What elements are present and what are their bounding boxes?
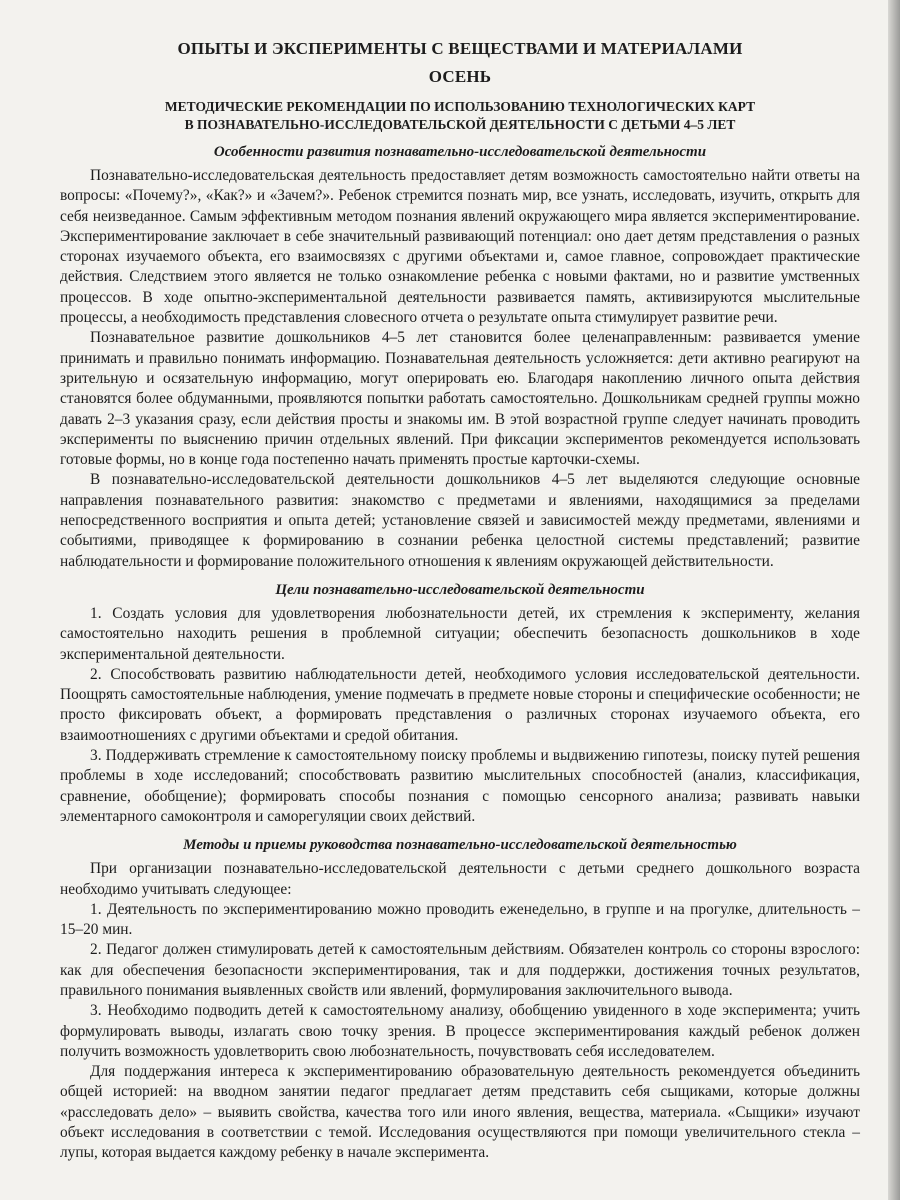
list-item: 3. Поддерживать стремление к самостоятельному поиску проблемы и выдвижению гипотезы, поиску путей решения проблемы в ходе исследований; способствовать развитию мыслительных способностей (анализ, классификация, сравнение, обобщение); формировать способы познания с помощью сенсорного анализа; развивать навыки элементарного самоконтроля и саморегуляции своих действий. (60, 747, 860, 825)
list-item: 3. Необходимо подводить детей к самостоятельному анализу, обобщению увиденного в ходе эксперимента; учить формулировать выводы, излагать свою точку зрения. В процессе экспериментирования каждый ребенок должен получить возможность удовлетворить свою любознательность, почувствовать себя исследователем. (60, 1002, 860, 1060)
paragraph: Для поддержания интереса к экспериментированию образовательную деятельность рекомендуется объединить общей историей: на вводном занятии педагог предлагает детям представить себя сыщиками, которые должны «расследовать дело» – выявить свойства, качества того или иного явления, вещества, материала. «Сыщики» изучают объект исследования в соответствии с темой. Исследования осуществляются при помощи увеличительного стекла – лупы, которая выдается каждому ребенку в начале эксперимента. (60, 1063, 860, 1162)
list-item: 1. Деятельность по экспериментированию можно проводить еженедельно, в группе и на прогулке, длительность – 15–20 мин. (60, 900, 860, 939)
list-item: 2. Способствовать развитию наблюдательности детей, необходимого условия исследовательской деятельности. Поощрять самостоятельные наблюдения, умение подмечать в предмете новые стороны и специфические особенности; не просто фиксировать объект, а формировать представления о различных сторонах изучаемого объекта, его взаимоотношениях с другими объектами и средой обитания. (60, 665, 860, 744)
section-heading-methods: Методы и приемы руководства познавательно-исследовательской деятельностью (183, 837, 737, 854)
subtitle-line-2: В ПОЗНАВАТЕЛЬНО-ИССЛЕДОВАТЕЛЬСКОЙ ДЕЯТЕЛЬНОСТИ С ДЕТЬМИ 4–5 ЛЕТ (184, 117, 736, 132)
paragraph: Познавательное развитие дошкольников 4–5 лет становится более целенаправленным: развивается умение принимать и правильно понимать информацию. Познавательная деятельность усложняется: дети активно реагируют на зрительную и осязательную информацию, могут оперировать ею. Благодаря накоплению личного опыта действия становятся более обдуманными, проявляются попытки работать самостоятельно. Дошкольникам средней группы можно давать 2–3 указания сразу, если действия просты и знакомы им. В этой возрастной группе следует начинать проводить эксперименты по выяснению причин отдельных явлений. При фиксации экспериментов рекомендуется использовать готовые формы, но в конце года постепенно начать применять простые карточки-схемы. (60, 329, 860, 469)
paragraph: Познавательно-исследовательская деятельность предоставляет детям возможность самостоятельно найти ответы на вопросы: «Почему?», «Как?» и «Зачем?». Ребенок стремится познать мир, все узнать, исследовать, изучить, открыть для себя неизведанное. Самым эффективным методом познания явлений окружающего мира является экспериментирование. Экспериментирование заключает в себе значительный развивающий потенциал: оно дает детям представления о разных сторонах изучаемого объекта, его взаимосвязях с другими объектами и, самое главное, сопровождает практические действия. Следствием этого является не только ознакомление ребенка с новыми фактами, но и развитие умственных процессов. В ходе опытно-экспериментальной деятельности развивается память, активизируются мыслительные процессы, а необходимость представления словесного отчета о результате опыта стимулирует развитие речи. (60, 167, 860, 327)
document-title: ОПЫТЫ И ЭКСПЕРИМЕНТЫ С ВЕЩЕСТВАМИ И МАТЕРИАЛАМИ (177, 39, 743, 58)
section-heading-goals: Цели познавательно-исследовательской деятельности (275, 581, 645, 598)
subtitle-line-1: МЕТОДИЧЕСКИЕ РЕКОМЕНДАЦИИ ПО ИСПОЛЬЗОВАНИЮ ТЕХНОЛОГИЧЕСКИХ КАРТ (164, 99, 756, 114)
list-item: 1. Создать условия для удовлетворения любознательности детей, их стремления к эксперименту, желания самостоятельно находить решения в проблемной ситуации; обеспечить безопасность дошкольников в ходе экспериментальной деятельности. (60, 604, 860, 663)
paragraph: При организации познавательно-исследовательской деятельности с детьми среднего дошкольного возраста необходимо учитывать следующее: (60, 860, 860, 898)
section-heading-features: Особенности развития познавательно-исследовательской деятельности (213, 144, 707, 160)
paragraph: В познавательно-исследовательской деятельности дошкольников 4–5 лет выделяются следующие основные направления познавательного развития: знакомство с предметами и явлениями, находящимися за пределами непосредственного восприятия и опыта детей; установление связей и зависимостей между предметами, явлениями и событиями, приводящее к формированию в сознании ребенка целостной системы представлений; развитие наблюдательности и формирование положительного отношения к явлениям окружающей действительности. (60, 471, 860, 570)
page-edge-shadow (888, 0, 900, 1200)
season-heading: ОСЕНЬ (428, 67, 492, 86)
list-item: 2. Педагог должен стимулировать детей к самостоятельным действиям. Обязателен контроль со стороны взрослого: как для обеспечения безопасности экспериментирования, так и для поддержки, достижения точных результатов, правильного понимания выявленных свойств или явлений, формулирования заключительного вывода. (60, 941, 860, 999)
